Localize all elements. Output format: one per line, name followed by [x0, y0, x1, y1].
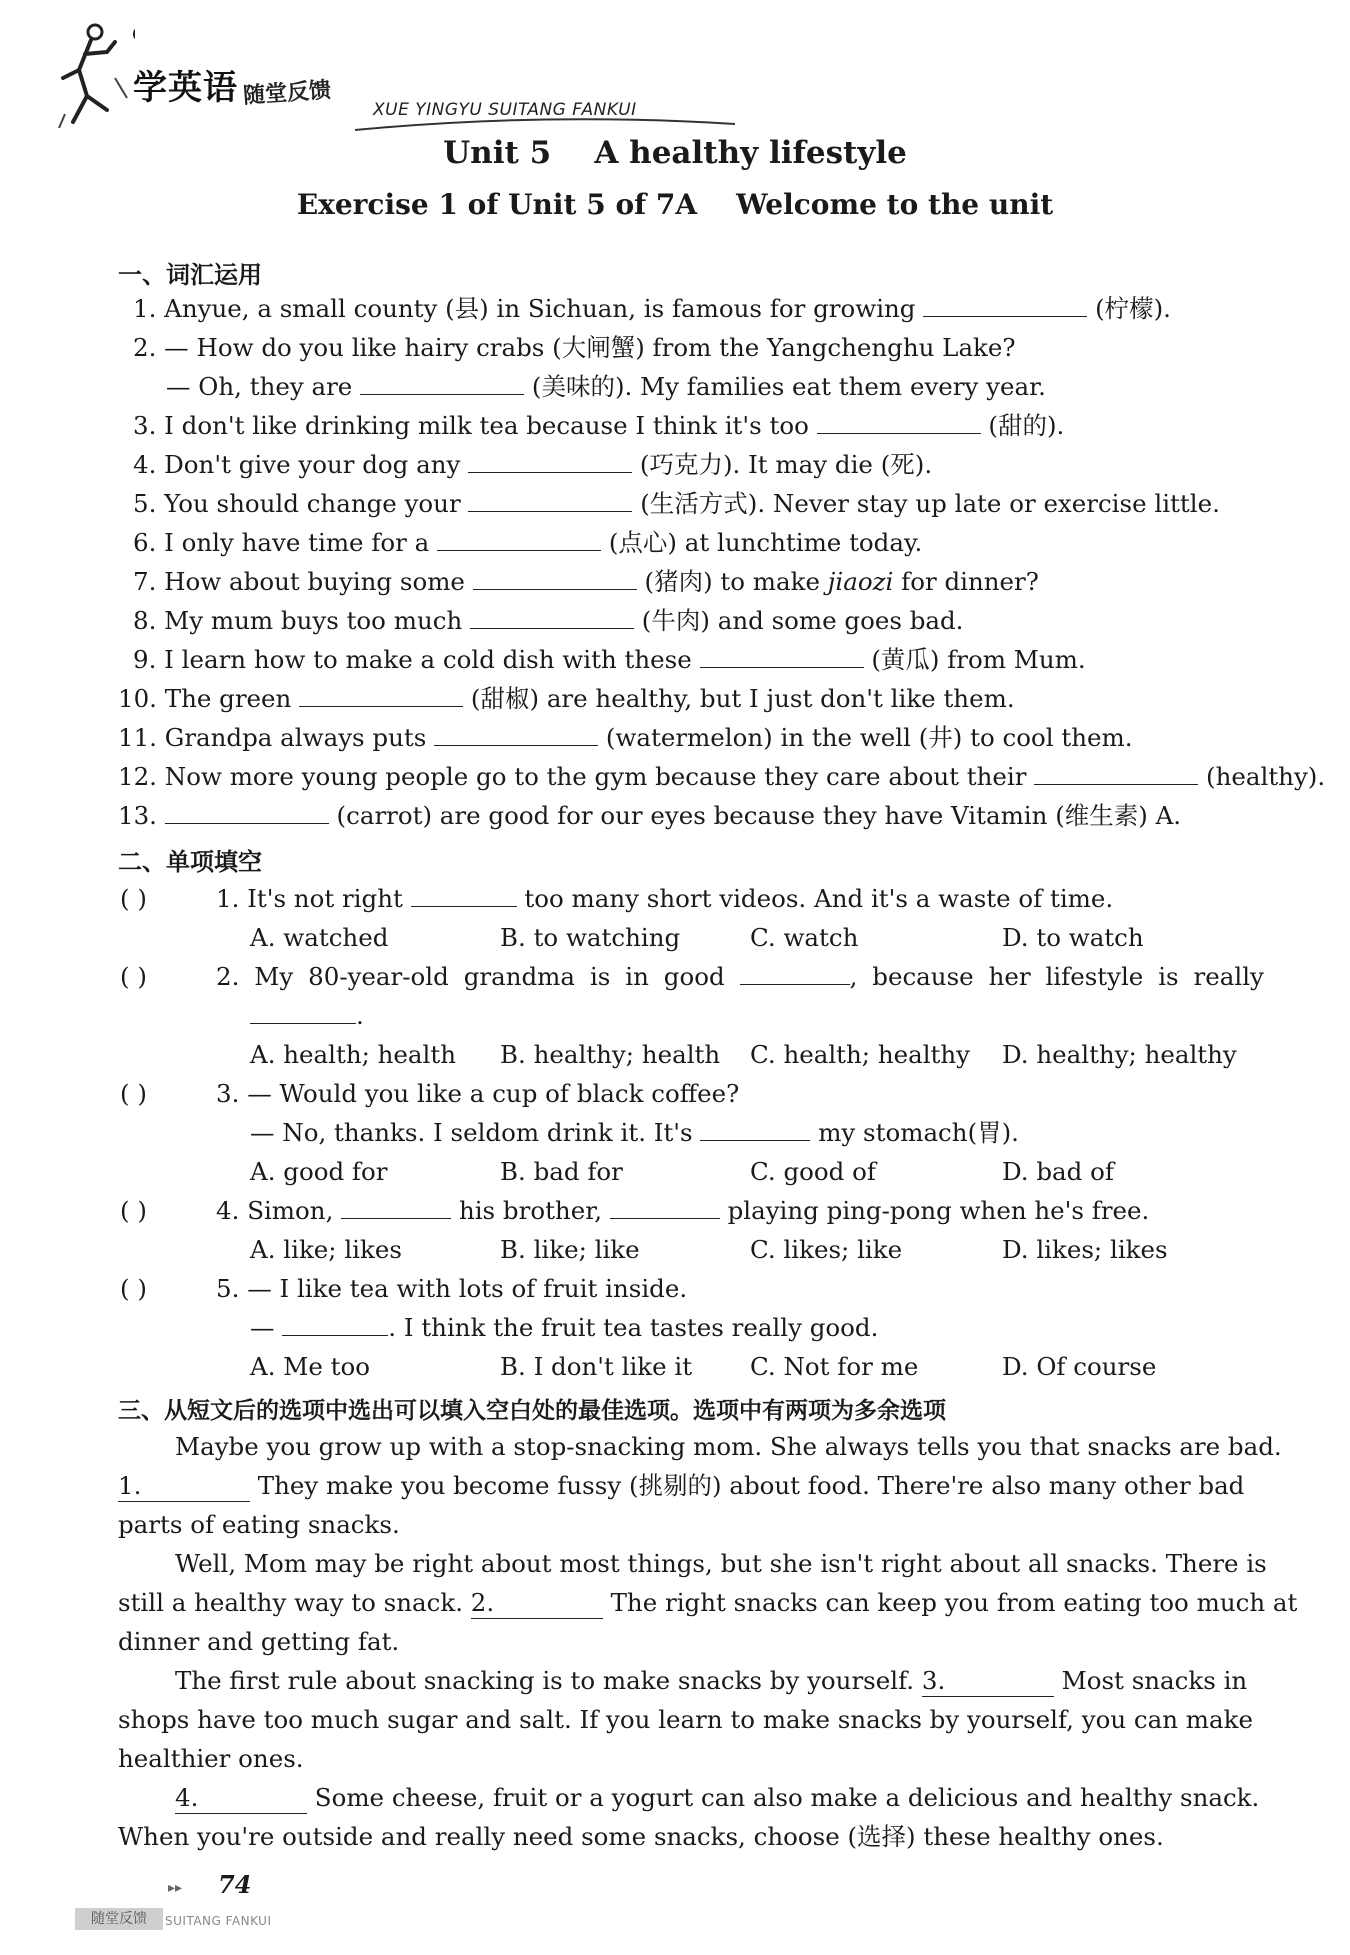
- option-d[interactable]: D. Of course: [1002, 1352, 1157, 1381]
- passage-p1-line1: Maybe you grow up with a stop-snacking mom. She always tells you that snacks are bad.: [175, 1432, 1282, 1461]
- mc-question-4: 4. Simon, his brother, playing ping-pong when he's free.: [216, 1196, 1150, 1225]
- mc-question-2: 2. My 80-year-old grandma is in good , because her lifestyle is really: [216, 962, 1264, 991]
- answer-blank[interactable]: 2.: [471, 1588, 603, 1619]
- book-title: 学英语: [133, 68, 238, 108]
- option-d[interactable]: D. to watch: [1002, 923, 1144, 952]
- book-header: [55, 18, 695, 128]
- option-b[interactable]: B. to watching: [500, 923, 681, 952]
- option-b[interactable]: B. healthy; health: [500, 1040, 721, 1069]
- book-subtitle: 随堂反馈: [242, 77, 332, 110]
- double-arrow-icon: ▸▸: [168, 1880, 183, 1896]
- vocab-item-9: 9. I learn how to make a cold dish with these (黄瓜) from Mum.: [133, 645, 1086, 674]
- option-b[interactable]: B. bad for: [500, 1157, 623, 1186]
- mc-question-3-cont: — No, thanks. I seldom drink it. It's my stomach(胃).: [250, 1118, 1019, 1147]
- option-b[interactable]: B. like; like: [500, 1235, 640, 1264]
- page-number: 74: [218, 1870, 252, 1899]
- vocab-item-10: 10. The green (甜椒) are healthy, but I just don't like them.: [118, 684, 1015, 713]
- answer-blank[interactable]: [434, 723, 598, 746]
- passage-p3-line1: The first rule about snacking is to make snacks by yourself. 3. Most snacks in: [175, 1666, 1248, 1695]
- answer-blank[interactable]: [1034, 762, 1198, 785]
- section3-heading: 三、从短文后的选项中选出可以填入空白处的最佳选项。选项中有两项为多余选项: [118, 1398, 946, 1424]
- answer-paren[interactable]: ( ): [120, 1274, 147, 1303]
- runner-logo-icon: [55, 18, 135, 128]
- answer-blank[interactable]: [610, 1196, 720, 1219]
- option-c[interactable]: C. good of: [750, 1157, 876, 1186]
- passage-p2-line3: dinner and getting fat.: [118, 1627, 400, 1656]
- vocab-item-2-answer: — Oh, they are (美味的). My families eat them every year.: [166, 372, 1046, 401]
- answer-paren[interactable]: ( ): [120, 962, 147, 991]
- vocab-item-5: 5. You should change your (生活方式). Never stay up late or exercise little.: [133, 489, 1220, 518]
- section1-heading: 一、词汇运用: [118, 261, 262, 289]
- answer-blank[interactable]: [700, 645, 864, 668]
- answer-paren[interactable]: ( ): [120, 1079, 147, 1108]
- answer-paren[interactable]: ( ): [120, 884, 147, 913]
- unit-title: Unit 5 A healthy lifestyle: [443, 135, 907, 171]
- option-a[interactable]: A. watched: [250, 923, 389, 952]
- option-d[interactable]: D. healthy; healthy: [1002, 1040, 1237, 1069]
- vocab-item-11: 11. Grandpa always puts (watermelon) in the well (井) to cool them.: [118, 723, 1133, 752]
- vocab-item-7: 7. How about buying some (猪肉) to make jiaozi for dinner?: [133, 567, 1039, 596]
- passage-p2-line1: Well, Mom may be right about most things, but she isn't right about all snacks. There is: [175, 1549, 1267, 1578]
- mc-question-5: 5. — I like tea with lots of fruit inside.: [216, 1274, 688, 1303]
- option-a[interactable]: A. Me too: [250, 1352, 370, 1381]
- answer-blank[interactable]: [468, 489, 632, 512]
- passage-p1-line2: 1. They make you become fussy (挑剔的) about food. There're also many other bad: [118, 1471, 1245, 1500]
- option-c[interactable]: C. Not for me: [750, 1352, 919, 1381]
- option-c[interactable]: C. health; healthy: [750, 1040, 971, 1069]
- passage-p1-line3: parts of eating snacks.: [118, 1510, 400, 1539]
- footer-pinyin: SUITANG FANKUI: [165, 1914, 272, 1928]
- section2-heading: 二、单项填空: [118, 848, 262, 876]
- option-b[interactable]: B. I don't like it: [500, 1352, 693, 1381]
- vocab-item-2: 2. — How do you like hairy crabs (大闸蟹) from the Yangchenghu Lake?: [133, 333, 1016, 362]
- answer-blank[interactable]: [341, 1196, 451, 1219]
- option-d[interactable]: D. bad of: [1002, 1157, 1114, 1186]
- answer-blank[interactable]: [299, 684, 463, 707]
- mc-question-1: 1. It's not right too many short videos. And it's a waste of time.: [216, 884, 1114, 913]
- passage-p2-line2: still a healthy way to snack. 2. The right snacks can keep you from eating too much at: [118, 1588, 1298, 1617]
- passage-p4-line2: When you're outside and really need some snacks, choose (选择) these healthy ones.: [118, 1822, 1164, 1851]
- answer-blank[interactable]: [250, 1001, 356, 1024]
- option-a[interactable]: A. like; likes: [250, 1235, 402, 1264]
- vocab-item-4: 4. Don't give your dog any (巧克力). It may die (死).: [133, 450, 933, 479]
- passage-p3-line3: healthier ones.: [118, 1744, 304, 1773]
- footer-band: 随堂反馈: [75, 1908, 163, 1930]
- mc-question-2-cont: .: [250, 1001, 364, 1031]
- exercise-title: Exercise 1 of Unit 5 of 7A Welcome to the unit: [296, 188, 1054, 221]
- answer-blank[interactable]: 3.: [922, 1666, 1054, 1697]
- passage-p4-line1: 4. Some cheese, fruit or a yogurt can also make a delicious and healthy snack.: [175, 1783, 1260, 1812]
- option-c[interactable]: C. likes; like: [750, 1235, 903, 1264]
- answer-blank[interactable]: [740, 962, 850, 985]
- book-pinyin: XUE YINGYU SUITANG FANKUI: [373, 100, 637, 120]
- option-a[interactable]: A. good for: [250, 1157, 388, 1186]
- vocab-item-8: 8. My mum buys too much (牛肉) and some goes bad.: [133, 606, 964, 635]
- mc-question-5-cont: — . I think the fruit tea tastes really good.: [250, 1313, 879, 1342]
- answer-blank[interactable]: [468, 450, 632, 473]
- answer-blank[interactable]: [411, 884, 517, 907]
- answer-blank[interactable]: [282, 1313, 388, 1336]
- answer-blank[interactable]: [437, 528, 601, 551]
- answer-blank[interactable]: [360, 372, 524, 395]
- answer-blank[interactable]: [165, 801, 329, 824]
- swoosh-decoration-icon: [355, 116, 735, 136]
- vocab-item-3: 3. I don't like drinking milk tea because I think it's too (甜的).: [133, 411, 1065, 440]
- option-d[interactable]: D. likes; likes: [1002, 1235, 1168, 1264]
- answer-blank[interactable]: 4.: [175, 1783, 307, 1814]
- option-c[interactable]: C. watch: [750, 923, 859, 952]
- answer-blank[interactable]: [700, 1118, 810, 1141]
- vocab-item-1: 1. Anyue, a small county (县) in Sichuan, is famous for growing (柠檬).: [133, 294, 1171, 323]
- answer-blank[interactable]: [923, 294, 1087, 317]
- passage-p3-line2: shops have too much sugar and salt. If you learn to make snacks by yourself, you can make: [118, 1705, 1253, 1734]
- answer-blank[interactable]: [470, 606, 634, 629]
- answer-blank[interactable]: [817, 411, 981, 434]
- answer-blank[interactable]: [473, 567, 637, 590]
- vocab-item-12: 12. Now more young people go to the gym because they care about their (healthy).: [118, 762, 1326, 791]
- answer-paren[interactable]: ( ): [120, 1196, 147, 1225]
- mc-question-3: 3. — Would you like a cup of black coffee?: [216, 1079, 740, 1108]
- option-a[interactable]: A. health; health: [250, 1040, 457, 1069]
- vocab-item-6: 6. I only have time for a (点心) at lunchtime today.: [133, 528, 923, 557]
- answer-blank[interactable]: 1.: [118, 1471, 250, 1502]
- vocab-item-13: 13. (carrot) are good for our eyes because they have Vitamin (维生素) A.: [118, 801, 1182, 830]
